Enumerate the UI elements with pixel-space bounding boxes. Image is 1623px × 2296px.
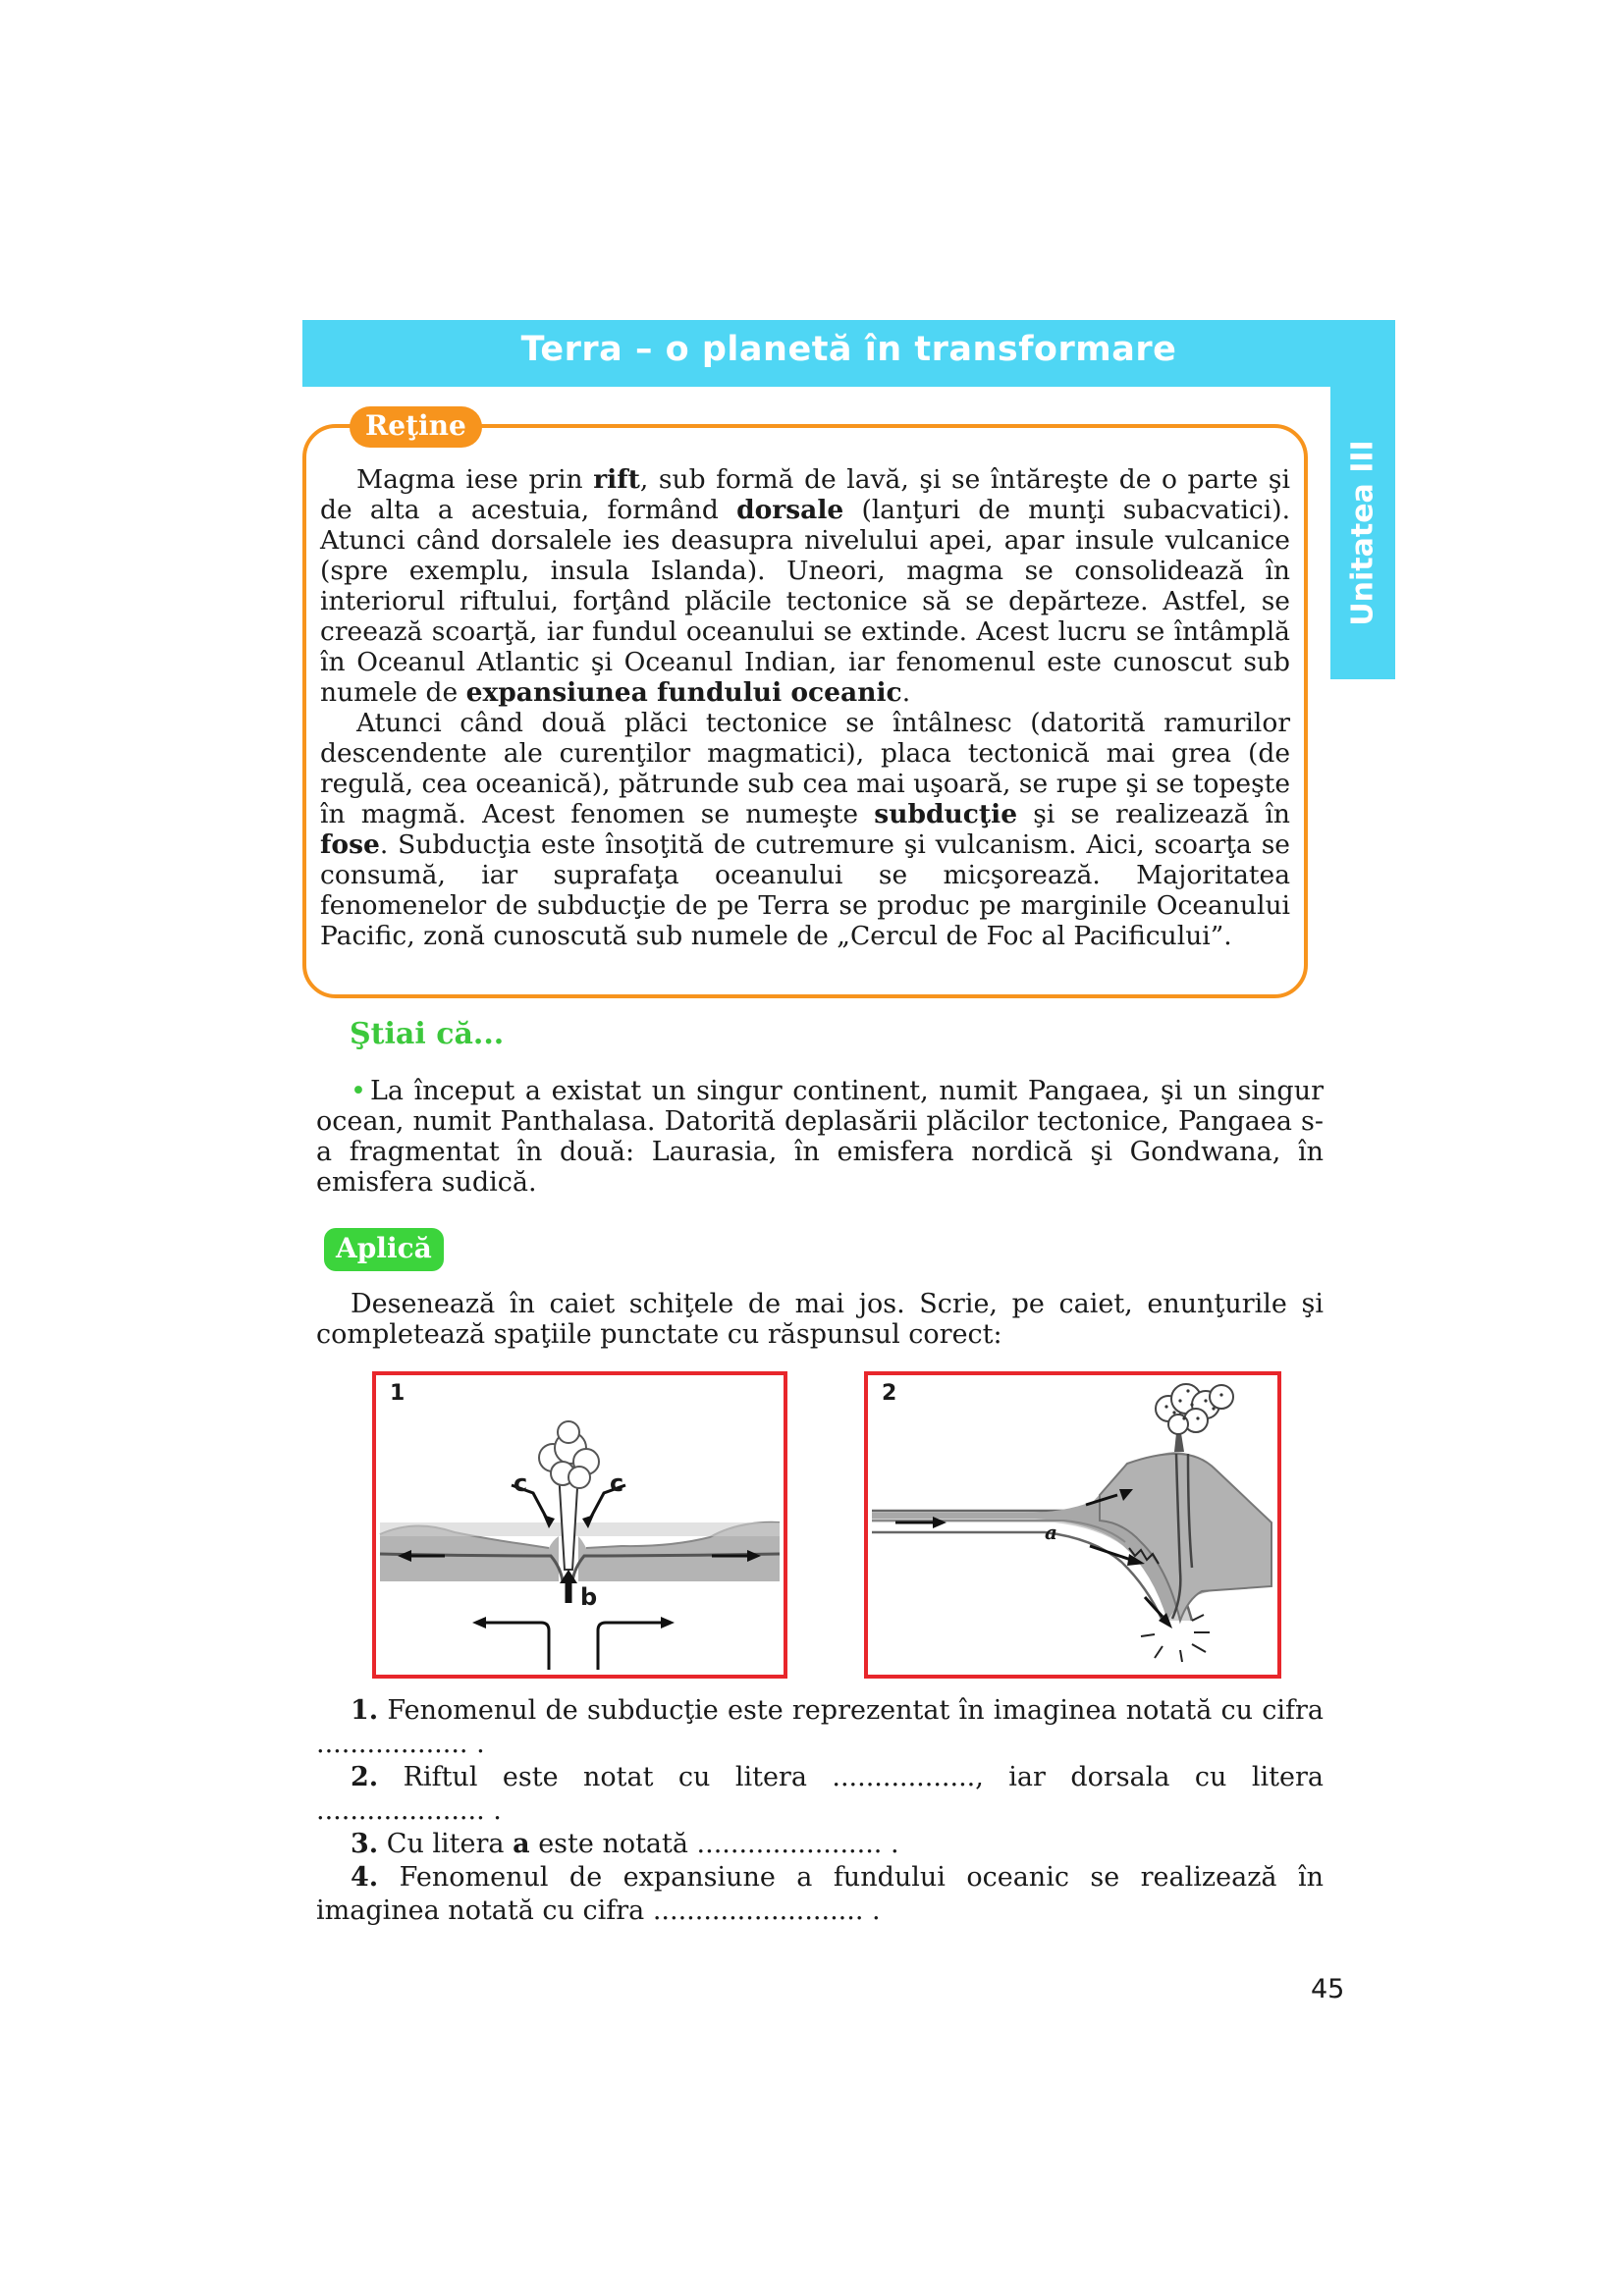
question-2: 2. Riftul este notat cu litera ................., iar dorsala cu litera .................... . <box>316 1762 1324 1826</box>
label-c-left: c <box>514 1469 528 1497</box>
stiai-title: Ştiai că... <box>350 1017 505 1051</box>
term-dorsale: dorsale <box>736 495 844 525</box>
bullet-icon: • <box>351 1076 366 1106</box>
stiai-text: • La început a existat un singur continent, numit Pangaea, şi un singur ocean, numit Panthalasa. Datorită deplasării plăcilor tectonice, Pangaea s-a fragmentat în două: Laurasia, în emisfera nordică şi Gondwana, în emisfera sudică. <box>316 1076 1324 1198</box>
chapter-title: Terra – o planetă în transformare <box>520 330 1177 369</box>
question-3: 3. Cu litera a este notată ...................... . <box>351 1829 899 1859</box>
figure-1-seafloor-spreading <box>372 1371 787 1679</box>
term-rift: rift <box>593 464 640 495</box>
figure-1-number: 1 <box>390 1381 406 1406</box>
question-1: 1. Fenomenul de subducţie este reprezentat în imaginea notată cu cifra .................. . <box>316 1695 1324 1759</box>
figure-2-subduction <box>864 1371 1281 1679</box>
chapter-title-bar <box>302 320 1395 387</box>
retine-paragraph-1: Magma iese prin rift, sub formă de lavă, şi se întăreşte de o parte şi de alta a acestuia, formând dorsale (lanţuri de munţi subacvatici). Atunci când dorsalele ies deasupra nivelului apei, apar insule vulcanice (spre exemplu, insula Islanda). Uneori, magma se consolidează în interiorul riftului, forţând plăcile tectonice să se depărteze. Astfel, se creează scoarţă, iar fundul oceanului se extinde. Acest lucru se întâmplă în Oceanul Atlantic şi Oceanul Indian, iar fenomenul este cunoscut sub numele de expansiunea fundului oceanic. <box>320 464 1290 708</box>
page-number: 45 <box>1311 1974 1345 2004</box>
exercise-questions <box>316 1694 1324 1928</box>
question-4: 4. Fenomenul de expansiune a fundului oceanic se realizează în imaginea notată cu cifra ......................... . <box>316 1862 1324 1926</box>
term-fose: fose <box>320 829 380 860</box>
retine-paragraph-2: Atunci când două plăci tectonice se întâlnesc (datorită ramurilor descendente ale curenţilor magmatici), placa tectonică mai grea (de regulă, cea oceanică), pătrunde sub cea mai uşoară, se rupe şi se topeşte în magmă. Acest fenomen se numeşte subducţie şi se realizează în fose. Subducţia este însoţită de cutremure şi vulcanism. Aici, scoarţa se consumă, iar suprafaţa oceanului se micşorează. Majoritatea fenomenelor de subducţie de pe Terra se produc pe marginile Oceanului Pacific, zonă cunoscută sub numele de „Cercul de Foc al Pacificului”. <box>320 708 1290 951</box>
aplica-label: Aplică <box>324 1228 444 1271</box>
aplica-instructions: Desenează în caiet schiţele de mai jos. Scrie, pe caiet, enunţurile şi completează spaţiile punctate cu răspunsul corect: <box>316 1289 1324 1350</box>
seafloor-spreading-diagram <box>376 1375 784 1675</box>
label-c-right: c <box>610 1469 624 1497</box>
term-subductie: subducţie <box>874 799 1018 829</box>
retine-label: Reţine <box>350 406 482 448</box>
unit-label: Unitatea III <box>1345 440 1380 626</box>
unit-side-tab <box>1330 387 1395 679</box>
subduction-diagram <box>868 1375 1277 1675</box>
figure-2-number: 2 <box>882 1381 897 1406</box>
retine-text <box>320 464 1290 951</box>
label-a: a <box>1045 1521 1057 1544</box>
volcanic-ash-cloud-icon <box>1156 1384 1233 1434</box>
eruption-cloud-icon <box>539 1421 599 1488</box>
term-expansiunea: expansiunea fundului oceanic <box>465 677 902 708</box>
label-b: b <box>580 1583 598 1611</box>
